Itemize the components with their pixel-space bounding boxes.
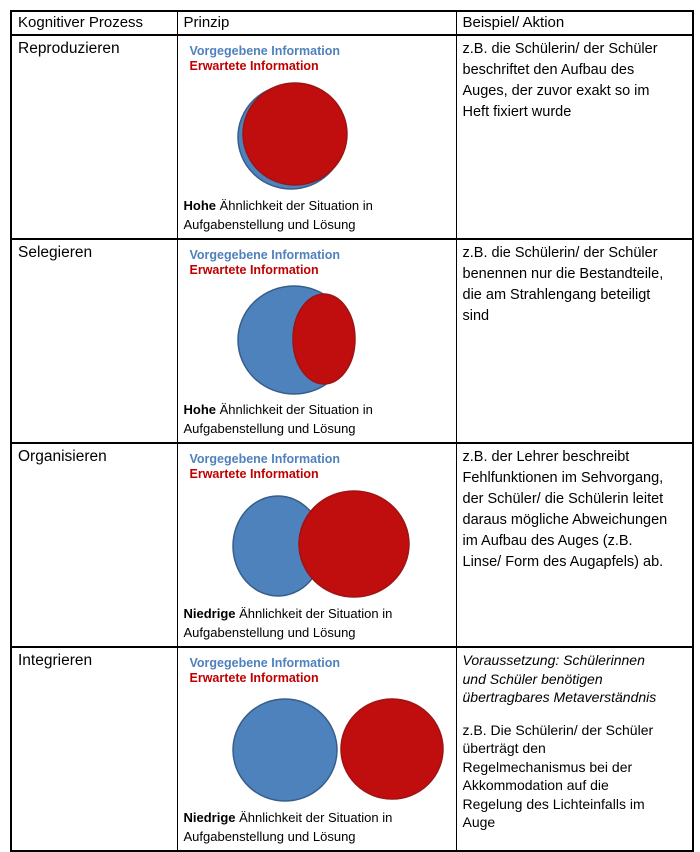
similarity-caption: Hohe Ähnlichkeit der Situation in Aufgabenstellung und Lösung <box>183 198 373 232</box>
example-text: z.B. die Schülerin/ der Schüler benennen nur die Bestandteile, die am Strahlengang beteiligt sind <box>462 245 664 324</box>
legend <box>190 656 452 686</box>
expected-information-circle <box>243 83 347 185</box>
expected-information-circle <box>299 491 409 597</box>
prinzip-cell <box>177 443 456 647</box>
legend <box>190 248 452 278</box>
example-cell <box>456 35 693 239</box>
legend-expected-information: Erwartete Information <box>189 59 319 73</box>
legend <box>190 452 452 482</box>
similarity-caption: Niedrige Ähnlichkeit der Situation in Aufgabenstellung und Lösung <box>183 810 393 844</box>
similarity-caption: Niedrige Ähnlichkeit der Situation in Aufgabenstellung und Lösung <box>183 606 393 640</box>
precondition-text: Voraussetzung: Schülerinnen und Schüler benötigen übertragbares Metaverständnis <box>462 652 657 705</box>
process-label: Selegieren <box>11 239 177 443</box>
table-row-organisieren <box>11 443 693 647</box>
legend-expected-information: Erwartete Information <box>189 263 319 277</box>
legend-expected-information: Erwartete Information <box>189 467 319 481</box>
legend-given-information: Vorgegebene Information <box>189 656 340 670</box>
process-label: Organisieren <box>11 443 177 647</box>
example-text: z.B. der Lehrer beschreibt Fehlfunktionen im Sehvorgang, der Schüler/ die Schülerin leitet daraus mögliche Abweichungen im Aufbau des Auges (z.B. Linse/ Form des Augapfels) ab. <box>462 449 668 570</box>
header-prinzip: Prinzip <box>177 11 456 35</box>
venn-diagram-disjoint <box>184 691 449 803</box>
table-row-reproduzieren <box>11 35 693 239</box>
table-row-selegieren <box>11 239 693 443</box>
legend-given-information: Vorgegebene Information <box>189 44 340 58</box>
legend-expected-information: Erwartete Information <box>189 671 319 685</box>
given-information-circle <box>233 699 337 801</box>
header-row <box>11 11 693 35</box>
venn-diagram-partial-overlap <box>184 487 449 599</box>
prinzip-cell <box>177 35 456 239</box>
table <box>10 10 694 852</box>
prinzip-cell <box>177 647 456 851</box>
similarity-caption: Hohe Ähnlichkeit der Situation in Aufgabenstellung und Lösung <box>183 402 373 436</box>
process-label: Integrieren <box>11 647 177 851</box>
table-row-integrieren <box>11 647 693 851</box>
legend <box>190 44 452 74</box>
header-beispiel-aktion: Beispiel/ Aktion <box>456 11 693 35</box>
example-cell <box>456 647 693 851</box>
prinzip-cell <box>177 239 456 443</box>
legend-given-information: Vorgegebene Information <box>189 452 340 466</box>
expected-information-circle <box>341 699 443 799</box>
example-text: z.B. Die Schülerin/ der Schüler überträgt den Regelmechanismus bei der Akkommodation auf die Regelung des Lichteinfalls im Auge <box>462 721 654 830</box>
venn-diagram-red-subset-of-blue <box>184 283 449 395</box>
cognitive-process-table <box>10 10 692 852</box>
expected-information-circle <box>293 294 355 384</box>
header-kognitiver-prozess: Kognitiver Prozess <box>11 11 177 35</box>
process-label: Reproduzieren <box>11 35 177 239</box>
example-text: z.B. die Schülerin/ der Schüler beschriftet den Aufbau des Auges, der zuvor exakt so im Heft fixiert wurde <box>462 41 658 120</box>
venn-diagram-nearly-complete-overlap <box>184 79 449 191</box>
example-cell <box>456 443 693 647</box>
legend-given-information: Vorgegebene Information <box>189 248 340 262</box>
example-cell <box>456 239 693 443</box>
